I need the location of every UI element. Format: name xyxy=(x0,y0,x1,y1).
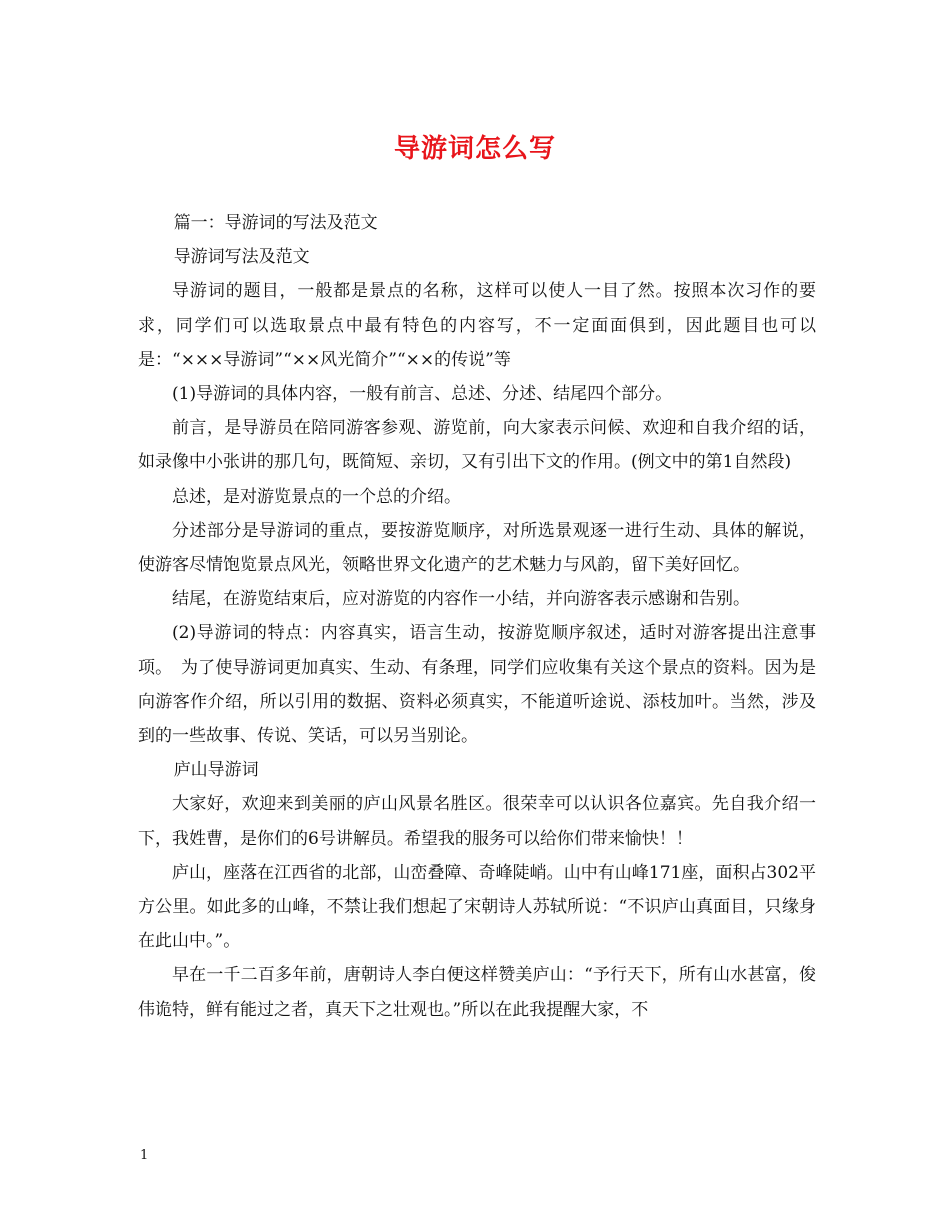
page-number: 1 xyxy=(140,1148,149,1163)
body-paragraph: 前言，是导游员在陪同游客参观、游览前，向大家表示问候、欢迎和自我介绍的话，如录像中小张讲的那几句，既简短、亲切，又有引出下文的作用。(例文中的第1自然段) xyxy=(138,418,816,473)
body-paragraph: 分述部分是导游词的重点，要按游览顺序，对所选景观逐一进行生动、具体的解说，使游客尽情饱览景点风光，领略世界文化遗产的艺术魅力与风韵，留下美好回忆。 xyxy=(138,520,816,576)
body-paragraph: 早在一千二百多年前，唐朝诗人李白便这样赞美庐山：“予行天下，所有山水甚富，俊伟诡特，鲜有能过之者，真天下之壮观也。”所以在此我提醒大家，不 xyxy=(138,965,816,1020)
document-body xyxy=(138,206,816,1027)
body-paragraph: 大家好，欢迎来到美丽的庐山风景名胜区。很荣幸可以认识各位嘉宾。先自我介绍一下，我姓曹，是你们的6号讲解员。希望我的服务可以给你们带来愉快！！ xyxy=(138,794,816,849)
subsection-heading: 导游词写法及范文 xyxy=(173,247,310,268)
body-paragraph: 庐山，座落在江西省的北部，山峦叠障、奇峰陡峭。山中有山峰171座，面积占302平方公里。如此多的山峰，不禁让我们想起了宋朝诗人苏轼所说：“不识庐山真面目，只缘身在此山中。”。 xyxy=(138,862,816,952)
body-paragraph: (1)导游词的具体内容，一般有前言、总述、分述、结尾四个部分。 xyxy=(172,384,673,405)
body-paragraph: 总述，是对游览景点的一个总的介绍。 xyxy=(172,486,461,507)
section-heading: 篇一：导游词的写法及范文 xyxy=(173,213,378,233)
body-paragraph: 结尾，在游览结束后，应对游览的内容作一小结，并向游客表示感谢和告别。 xyxy=(172,589,750,610)
page-title: 导游词怎么写 xyxy=(393,134,556,164)
subsection-heading: 庐山导游词 xyxy=(173,760,259,781)
body-paragraph: 导游词的题目，一般都是景点的名称，这样可以使人一目了然。按照本次习作的要求，同学们可以选取景点中最有特色的内容写，不一定面面俱到，因此题目也可以是：“×××导游词”“××风光简介”“××的传说”等 xyxy=(138,281,816,370)
body-paragraph: (2)导游词的特点：内容真实，语言生动，按游览顺序叙述，适时对游客提出注意事项。 为了使导游词更加真实、生动、有条理，同学们应收集有关这个景点的资料。因为是向游客作介绍，所以引用的数据、资料必须真实，不能道听途说、添枝加叶。当然，涉及到的一些故事、传说、笑话，可以另当别论。 xyxy=(138,623,816,747)
